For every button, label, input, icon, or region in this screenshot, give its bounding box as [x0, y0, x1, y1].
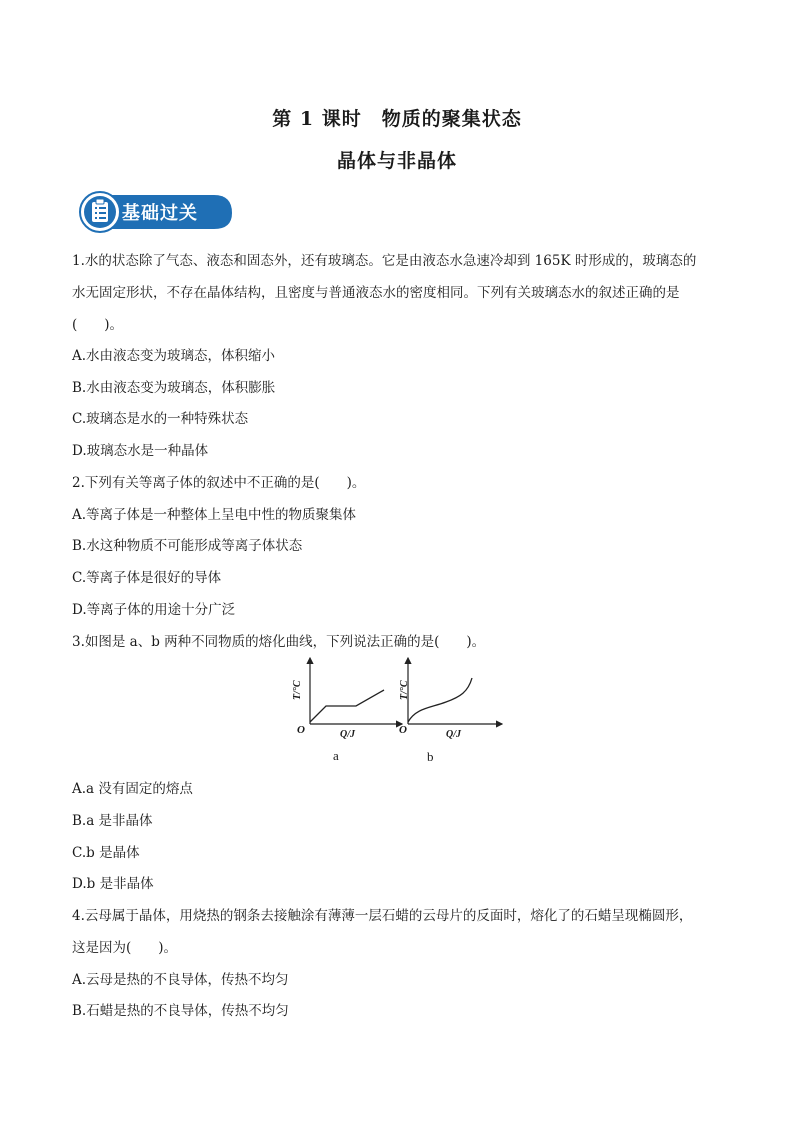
question-4-option-b: B.石蜡是热的不良导体，传热不均匀 [72, 1003, 289, 1019]
panel-b-origin-label: O [399, 724, 407, 736]
panel-a-x-label: Q/J [340, 729, 355, 740]
question-2-option-c: C.等离子体是很好的导体 [72, 570, 222, 586]
panel-b-curve [408, 678, 472, 722]
panel-a-y-label: T/°C [292, 680, 303, 700]
clipboard-icon [76, 189, 124, 233]
section-banner [76, 189, 236, 233]
question-3-option-c: C.b 是晶体 [72, 845, 140, 861]
question-3-option-a: A.a 没有固定的熔点 [72, 781, 193, 797]
question-3-stem: 3.如图是 a、b 两种不同物质的熔化曲线，下列说法正确的是( )。 [72, 634, 486, 650]
question-4-line-1: 4.云母属于晶体，用烧热的钢条去接触涂有薄薄一层石蜡的云母片的反面时，熔化了的石蜡呈现椭圆形， [72, 908, 693, 924]
panel-b-x-label: Q/J [446, 729, 461, 740]
question-3-option-b: B.a 是非晶体 [72, 813, 153, 829]
question-2-option-d: D.等离子体的用途十分广泛 [72, 602, 236, 618]
question-1-option-d: D.玻璃态水是一种晶体 [72, 443, 209, 459]
question-1-option-c: C.玻璃态是水的一种特殊状态 [72, 411, 249, 427]
question-1-line-2: 水无固定形状，不存在晶体结构，且密度与普通液态水的密度相同。下列有关玻璃态水的叙述正确的是 [72, 285, 680, 301]
question-4-option-a: A.云母是热的不良导体，传热不均匀 [72, 972, 289, 988]
question-1-line-3: ( )。 [72, 317, 124, 333]
panel-a-label: a [333, 748, 339, 763]
panel-a-curve [310, 690, 384, 722]
question-1-option-a: A.水由液态变为玻璃态，体积缩小 [72, 348, 276, 364]
question-2-option-b: B.水这种物质不可能形成等离子体状态 [72, 538, 303, 554]
page-title: 第 1 课时 物质的聚集状态 [272, 108, 522, 130]
banner-label: 基础过关 [122, 203, 198, 224]
question-3-option-d: D.b 是非晶体 [72, 876, 154, 892]
question-2-option-a: A.等离子体是一种整体上呈电中性的物质聚集体 [72, 507, 357, 523]
melting-curves-figure [280, 656, 510, 768]
panel-b-label: b [427, 749, 434, 764]
question-1-option-b: B.水由液态变为玻璃态，体积膨胀 [72, 380, 276, 396]
melting-curves-drawing [280, 656, 510, 768]
panel-b-y-label: T/°C [399, 680, 410, 700]
question-4-line-2: 这是因为( )。 [72, 940, 178, 956]
page-subtitle: 晶体与非晶体 [336, 150, 457, 172]
question-2-stem: 2.下列有关等离子体的叙述中不正确的是( )。 [72, 475, 366, 491]
panel-a-origin-label: O [297, 724, 305, 736]
question-1-line-1: 1.水的状态除了气态、液态和固态外，还有玻璃态。它是由液态水急速冷却到 165K 时形成的，玻璃态的 [72, 253, 697, 269]
